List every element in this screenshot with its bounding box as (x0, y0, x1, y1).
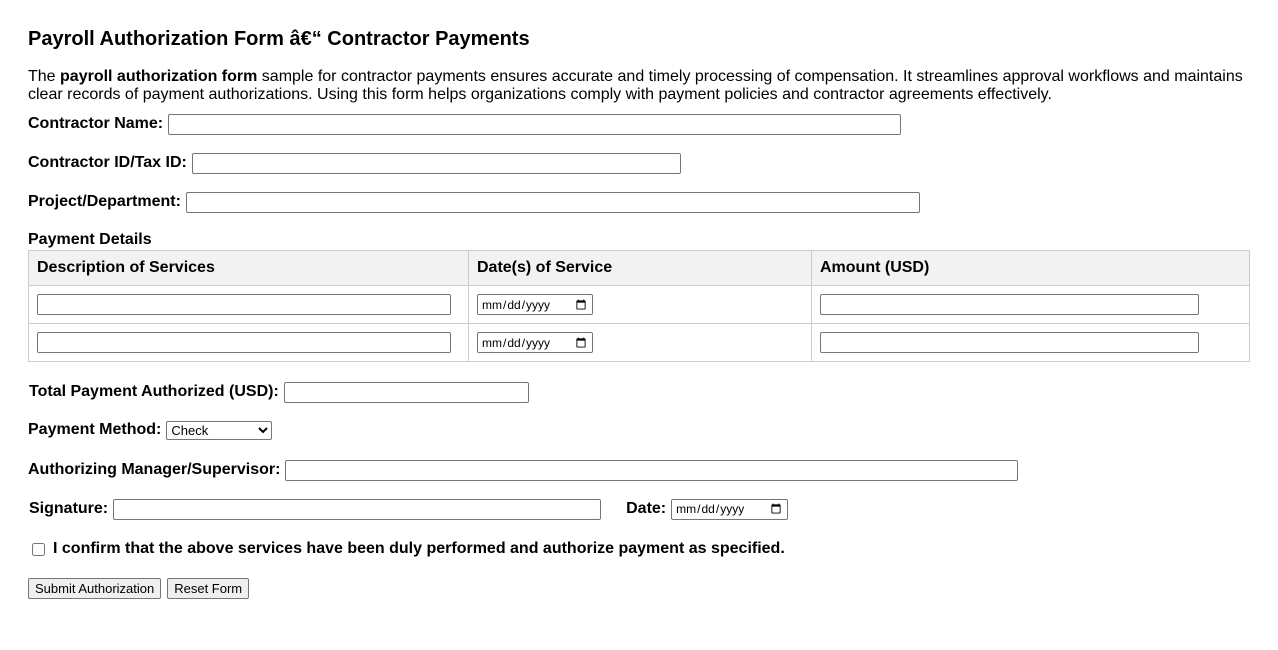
contractor-id-input[interactable] (192, 153, 681, 174)
project-input[interactable] (186, 192, 920, 213)
project-label: Project/Department: (28, 193, 181, 210)
table-row (29, 324, 1250, 362)
contractor-id-row (28, 152, 1250, 174)
manager-row (28, 459, 1250, 481)
total-input[interactable] (284, 382, 529, 403)
header-amount: Amount (USD) (812, 251, 1250, 286)
intro-paragraph (28, 68, 1250, 104)
service-date-input[interactable] (477, 294, 593, 315)
total-row (28, 381, 1250, 403)
header-dates: Date(s) of Service (469, 251, 812, 286)
description-input[interactable] (37, 332, 451, 353)
confirm-label: I confirm that the above services have been duly performed and authorize payment as specified. (53, 540, 785, 557)
page-title: Payroll Authorization Form â€“ Contractor Payments (28, 28, 530, 50)
signature-row (28, 498, 1250, 520)
table-cell (469, 324, 812, 362)
manager-label: Authorizing Manager/Supervisor: (28, 461, 281, 478)
description-input[interactable] (37, 294, 451, 315)
header-description: Description of Services (29, 251, 469, 286)
intro-bold: payroll authorization form (60, 68, 258, 85)
contractor-name-input[interactable] (168, 114, 901, 135)
date-label: Date: (626, 500, 667, 517)
confirm-checkbox[interactable] (32, 543, 45, 556)
amount-input[interactable] (820, 332, 1199, 353)
manager-input[interactable] (285, 460, 1018, 481)
confirm-row (28, 540, 1250, 558)
table-cell (469, 286, 812, 324)
form-buttons (28, 578, 1250, 599)
table-cell (29, 286, 469, 324)
table-header-row (29, 251, 1250, 286)
project-row (28, 191, 1250, 213)
signature-label: Signature: (29, 500, 109, 517)
contractor-name-row (28, 113, 1250, 135)
submit-authorization-button[interactable]: Submit Authorization (28, 578, 161, 599)
contractor-id-label: Contractor ID/Tax ID: (28, 154, 187, 171)
intro-suffix: sample for contractor payments ensures accurate and timely processing of compensation. It streamlines approval workflows and maintains clear records of payment authorizations. Using this form helps organizations comply with payment policies and contractor agreements effectively. (28, 68, 1243, 103)
table-cell (29, 324, 469, 362)
intro-prefix: The (28, 68, 61, 85)
reset-form-button[interactable]: Reset Form (167, 578, 249, 599)
signature-date-input[interactable] (671, 499, 788, 520)
table-cell (812, 324, 1250, 362)
service-date-input[interactable] (477, 332, 593, 353)
payment-details-title: Payment Details (28, 231, 152, 248)
contractor-name-label: Contractor Name: (28, 115, 164, 132)
payment-method-select[interactable] (166, 421, 272, 440)
table-row (29, 286, 1250, 324)
payment-method-label: Payment Method: (28, 421, 162, 438)
payment-details-table (28, 250, 1250, 362)
payment-method-row (28, 419, 1250, 441)
signature-input[interactable] (113, 499, 601, 520)
table-cell (812, 286, 1250, 324)
amount-input[interactable] (820, 294, 1199, 315)
total-label: Total Payment Authorized (USD): (29, 383, 279, 400)
